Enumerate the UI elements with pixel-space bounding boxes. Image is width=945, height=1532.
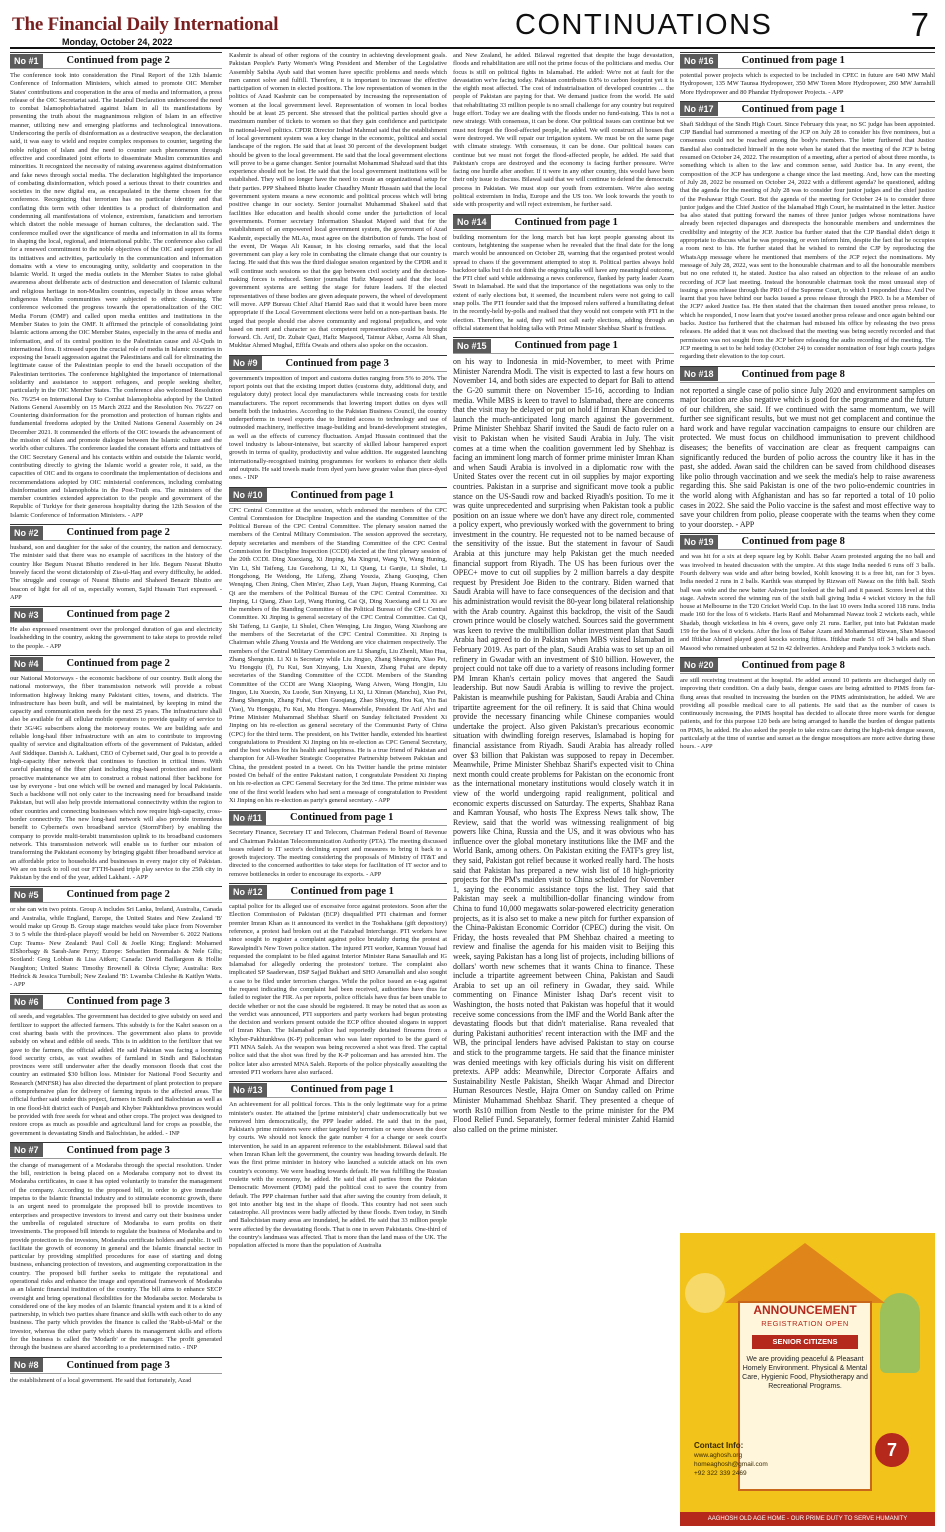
article-number: No #6 xyxy=(10,995,43,1009)
ad-phone: +92 322 339 2469 xyxy=(694,1470,747,1477)
ad-contact-label: Contact Info: xyxy=(694,1441,744,1450)
article-body: building momentum for the long march but has kept people guessing about its contours, heightening the suspense when he revealed that the final date for the long march would be announced on October 28, warning that the organised protest would spread to chaos if the government attempted to stop it. Political parties always hold backdoor talks but I do not think the ongoing talks will have any meaningful outcome, the PTI chief said while addressing a news conference, flanked by party leader Azam Swati in Islamabad. He said that the importance of the negotiations was only to the extent of early elections but, it seemed, the incumbent rulers were not going to call snap polls. The PTI founder said that the imposed rulers suffered a humiliating defeat in the recently-held by-polls and realised that they would not compete with PTI in the election. Therefore, he said, they will not call early elections, adding through an official statement that holding talks with Prime Minister Shehbaz Sharif is fruitless. xyxy=(453,233,674,332)
article-body: Kashmir is ahead of other regions of the country in achieving development goals. Pakistan People's Party Women's Wing President and Member of the Legislative Assembly Sabiha Ayub said that women have specific problems and needs which men cannot solve and fulfill. Therefore, it is important to increase the effective participation of women in elected positions. The low representation of women in the politics of Azad Kashmir can be compensated by increasing the representation of women at the local government level. Representation of women in local bodies should be at least 25 percent. She stressed that the political parties should give a maximum number of tickets to women so that they gain confidence and participate in national-level politics. CPDR Director Irshad Mahmud said that the establishment of local government system was a key change in the economic, political and social landscape of the region. He said that at least 30 percent of the development budget should be given to the local government. He said that the local government elections will prove to be a game changer. Senior journalist Mohammad Shahzad said that this experience should not be lost. He said that the local government institutions will be established. They will no longer have the need to create an organizational setup for their parties. PPP Shaheed Bhutto leader Chaudhry Munir Hussain said that the local government system means a new economic and political process which will bring positive change in our society. Senior journalist Muhammad Shakeel said that facilities like education and health should come under the jurisdiction of local governments. Former secretary Information Shaukat Majeed said that for the establishment of an empowered local government system, the government of Azad Kashmir, especially the MLAs, must agree on the distribution of funds. The host of the event, Dr Waqas Ali Kausar, in his closing remarks, said that the local government can play a key role in combating the climate change that our country is facing. He said that this was the third dialogue session organized by the CPDR and it will continue such sessions so that the gap between civil society and the decision-making forces is reduced. Senior journalist Hafiz Maqsood said that the local government systems are setting the stage for future leaders. If the elected representatives of these bodies are given adequate powers, the wheel of development will move. APP Bureau Chief Altaf Hamid Rao said that it would have been more appropriate if the Local Government elections were held on a non-partisan basis. He urged that people should rise above community and regional prejudices, and vote based on merit and character so that competent representatives could be brought forward. Ch. Arif, Dr. Zubair Qazi, Hafiz Maqsood, Taimur Akbar, Asma Ali Shan, Mukhtar Ahmed Mughal, Effifa Owais and others also spoke on the occasion. xyxy=(229,52,447,350)
article-body: An achievement for all political forces. This is the only legitimate way for a prime minister's ouster. He attained the [prime minister's] chair undemocratically but we removed him democratically, the PPP leader added. He said that in the past, Pakistan's prime ministers were either targeted by terrorism or were shown the door by courts. We should not knock the gate number 4 for a change or seek court's intervention, he said in an apparent reference to the establishment. Bilawal said that when Imran Khan left the government, the country was heading towards default. He was the first prime minister in history who launched a suicide attack on his own country's economy. We were heading towards default. He was fulfilling the Russian roulette with the economy, he added. He said that all parties from the Pakistan Democratic Movement (PDM) paid the political cost to save the country from default. The PPP chairman further said that after saving the country from default, it got into another big test in the shape of floods. This country had not seen such catastrophe. All provinces were badly affected by these floods. Even today, in Sindh and Balochistan many areas are inundated, he added. He said that 33 million people were affected by the devastating floods. That is one in seven Pakistanis. One-third of the country's landmass was affected. That is more than the land mass of the UK. The population affected is more than the population of Australia xyxy=(229,1101,447,1250)
continued-from-label: Continued from page 1 xyxy=(514,340,618,352)
continued-from-label: Continued from page 1 xyxy=(290,1084,394,1096)
continued-from-label: Continued from page 8 xyxy=(741,536,845,548)
continued-from-label: Continued from page 2 xyxy=(66,658,170,669)
article-number: No #18 xyxy=(680,367,718,381)
issue-date: Monday, October 24, 2022 xyxy=(62,37,173,47)
tree-graphic xyxy=(880,1293,920,1373)
article-body: He also expressed resentment over the prolonged duration of gas and electricity loadshedding in the country, asking the government to take steps to provide relief to the people. - APP xyxy=(10,626,222,650)
article xyxy=(10,1142,222,1353)
column-2 xyxy=(229,52,447,1526)
continued-from-label: Continued from page 8 xyxy=(741,659,845,671)
article xyxy=(10,52,222,520)
article xyxy=(680,657,935,752)
article xyxy=(680,533,935,653)
continued-from-label: Continued from page 3 xyxy=(66,1144,170,1156)
article-header xyxy=(680,52,935,69)
article-body: the change of management of a Modaraba through the special resolution. Under the bill, restriction is being placed on a Modaraba company not to divest its Modaraba certificates, in case it has opted voluntarily to transfer the management of the company. According to the proposed bill, in order to give immediate impetus to the Islamic financial industry and to stimulate economic growth, there is an urgent need to promulgate the proposed bill to provide incentives to enterprises and prospective investors to invest and carry out their business under the umbrella of regulated structure of Modaraba to earn profits on their investments. The proposed bill intends to regulate the business of Modaraba and to provide protection to the investors, Modaraba certificate holders and public. It will facilitate the growth of economy in general and the Islamic financial sector in particular by providing simplified procedures for ease of starting and doing business, enhancing protection of investors, and augmenting corporatization in the country. The proposed bill further seeks to mitigate the reputational and operational risks and enhance the image and operational framework of Modaraba as an Islamic financial institution of the country. The bill aims to enhance SECP oversight and bring operational flexibilities for the Modaraba sector. Modaraba is considered one of the key modes of an Islamic financial system and it is a kind of partnership, in which two parties share finance and skills with each other to do any business. The party which provides the finance is called the 'Rabb-ul-Mal' or the investor, whereas the other party which shares its management skills and efforts for the business is called the 'Modarib' or the manager. The profit generated through the business are shared according to a predetermined ratio. - INP xyxy=(10,1161,222,1352)
article xyxy=(453,52,674,210)
article-number: No #8 xyxy=(10,1358,43,1372)
column-1 xyxy=(10,52,222,1526)
article-header xyxy=(10,886,222,903)
ad-contact xyxy=(694,1441,804,1478)
continued-from-label: Continued from page 2 xyxy=(66,889,170,901)
masthead-rule xyxy=(10,47,935,49)
article-body: our National Motorways - the economic backbone of our country. Built along the national motorways, the fiber transmission network will provide a robust information highway linking many Pakistani cities, towns, and districts. The infrastructure has been built, and will be maintained, by keeping in mind the capacity and communication needs for the next 25 years. The infrastructure shall also be available for all cellular mobile operators to provide quality of service to their 3G/4G subscribers along the motorway routes. We are building safe and reliable long-haul fiber infrastructure with an aim to contribute to improving quality of service and digitalization efforts of the government of Pakistan, added Asif Siddique. Danish A. Lakhani, CEO of Cybernet said, Our goal is to provide a high-capacity fiber network that continues to function in critical times. With careful planning of the fiber plant including ring-based protection and resilient proactive maintenance we aim to construct a robust national fiber backbone for use by everyone - but one which will be owned and managed by local Pakistanis. Such a backbone will not only cater to the increasing need for broadband inside Pakistan, but will also help provide international connectivity within the region to other countries and connecting businesses which now require high-capacity, cross-border connectivity. The new long-haul network will also provide tremendous benefit to Cybernet's own broadband service (StormFiber) by enabling the company to provide multi-terabit transmission uplink to its broadband customers network. This transmission network will enable us to further our mission of transforming the Pakistani economy by bringing gigabit fiber broadband service at an affordable price to households and businesses in every major city of Pakistan. We are on track to roll out our FTTH-based triple play service to the 25th city in Pakistan by the end of the year, added Lakhani. - APP xyxy=(10,675,222,882)
article-body: or she can win two points. Group A includes Sri Lanka, Ireland, Australia, Canada and Australia, while England, Europe, the United States and New Zealand 'B' would make up Group B. Group stage matches would take place from November 3 to 5 while the third-place playoff would be held on November 6. 2022 Nations Cup: Teams- New Zealand: Paul Coll & Joelle King; England: Mohamed ElShorbagy & Sarah-Jane Perry; Europe: Sebastien Bonmalais & Nele Gilis; Scotland: Greg Lobban & Lisa Aitken; Canada: David Baillargeon & Hollie Naughton; United States: Timothy Brownell & Olivia Clyne; Australia: Rex Hedrick & Jessica Turnbull; New Zealand 'B': Lwamba Chileshe & Kaitlyn Watts. - APP xyxy=(10,906,222,989)
article-body: oil seeds, and vegetables. The government has decided to give subsidy on seed and fertilizer to support the affected farmers. This subsidy is for the Kahri season on a cost sharing basis with the provinces. The government also plans to provide subsidy on wheat and edible oil seeds. This is in addition to the fertilizer that we gave to the farmers, the official added. He said Pakistan was facing a looming food security crisis, as vast swathes of farmland in Sindh and Balochistan provinces were still underwater after the deadly monsoon floods that cost the country an estimated $30 billion loss. Minister for National Food Security and Research (MNFSR) has also directed the department of plant protection to prepare a comprehensive plan for delivery of farming inputs to the affected areas. The official further said under this project, farmers in Sindh and Balochistan as well as in one flood-hit district each of Punjab and Khyber Pakhtunkhwa provinces would be provided with free seeds for wheat and other crops. The project was designed to restore crops as much as possible and agricultural land for crops as possible, the government is devastating Sindh and Balochistan, he added. - INP xyxy=(10,1013,222,1137)
masthead xyxy=(10,6,935,46)
article-header xyxy=(680,366,935,383)
article-header xyxy=(229,883,447,900)
ad-footer: AAGHOSH OLD AGE HOME - OUR PRIME DUTY TO SERVE HUMANITY xyxy=(680,1512,935,1526)
article-body: capital police for its alleged use of excessive force against protestors. Soon after the Election Commission of Pakistan (ECP) disqualified PTI chairman and former premier Imran Khan as it announced its verdict in the Toshakhana (gift depository) reference, a protest had broken out at the Faizabad Interchange. PTI workers have since sought to register a complaint against police brutality during the protest at Rawalpindi's New Town police station. The injured PTI worker, Kamran Yousaf had requested the complaint to be filed against Interior Minister Rana Sanaullah and IG Islamabad for allegedly ordering the protestors' torture. The complaint also implicated SP Saaderwan, DSP Sajjad Bukhari and SHO Amanullah and also sought a case to be filed under terrorism charges. While the police issued an e-tag against the request indicating the complaint had been received, authorities have thus far failed to register the FIR. As per reports, police officials have thus far been unable to decide whether or not the case should be registered. It may be noted that as soon as the verdict was announced, PTI supporters and party workers had begun protesting the decision and workers present outside the ECP office shouted slogans in support of Imran Khan. The Islamabad police had reportedly detained firearms from a Khyber-Pakhtunkhwa (K-P) policeman who was later reported to be the guard of PTI MNA Saleh. As the weapon was being recovered a shot was fired. The capital police said that the shot was fired by the K-P policeman and has arrested him. The police later also arrested MNA Saleh. Reports of the police physically assaulting the arrested PTI workers have also surfaced. xyxy=(229,903,447,1076)
continued-from-label: Continued from page 2 xyxy=(66,55,170,66)
ad-badge: SENIOR CITIZENS xyxy=(752,1335,858,1349)
article-header xyxy=(229,809,447,826)
article-body: CPC Central Committee at the session, which endorsed the members of the CPC Central Commission for Discipline Inspection and the standing Committee of the Political Bureau of the CPC Central Committee. The plenary session named the members of the Central Military Commission. The session approved the secretary, deputy secretaries and members of the Standing Committee of the CPC Central Commission for Discipline Inspection (CCDI) elected at the first plenary session of the 20th CCDI. Ding Xuexiang, Xi Jinping, Ma Xingrui, Wang Yi, Wang Huning, Yin Li, Shi Taifeng, Liu Guozhong, Li Xi, Li Qiang, Li Ganjie, Li Shulei, Li Hongzhong, He Weidong, He Lifeng, Zhang Youxia, Zhang Guoqing, Chen Wenqing, Chen Jining, Chen Min'er, Zhao Leji, Yuan Jiajun, Huang Kunming, Cai Qi are the members of the Political Bureau of the CPC Central Committee. Xi Jinping, Li Qiang, Zhao Leji, Wang Huning, Cai Qi, Ding Xuexiang and Li Xi are the members of the Standing Committee of the Political Bureau of the CPC Central Committee. Xi Jinping is general secretary of the CPC Central Committee. Cai Qi, Shi Taifeng, Li Ganjie, Li Shulei, Chen Wenqing, Liu Jinguo, Wang Xiaohong are the members of the Secretariat of the CPC Central Committee. Xi Jinping is Chairman while Zhang Youxia and He Weidong are vice chairmen respectively. The members of the Central Military Commission are Li Shangfu, Liu Zhenli, Miao Hua, Zhang Shengmin. Li Xi is Secretary while Liu Jinguo, Zhang Shengmin, Xiao Pei, Yu Hongqiu (f), Fu Kui, Sun Xinyang, Liu Xuexin, Zhang Fuhai are deputy secretaries of the Standing Committee of the CCDI. Members of the Standing Committee of the CCDI are Wang Xiaoping, Wang Aiwen, Wang Hongjin, Liu Jinguo, Liu Xuexin, Xu Luode, Sun Xinyang, Li Xi, Li Xinran (Manchu), Xiao Pei, Zhang Shengmin, Zhang Fuhai, Chen Guoqiang, Zhao Shiyong, Hou Kai, Yin Bai (Yao), Yu Hongqiu, Fu Kui, Mu Hongyu. Meanwhile, President Dr Arif Alvi and Prime Minister Muhammad Shehbaz Sharif on Sunday felicitated President Xi Jinping on his re-election as general secretary of the Communist Party of China (CPC) for the third term. The president, on his Twitter handle, extended his heartiest congratulations to President Xi Jinping on his re-election as CPC General Secretary, and the best wishes for his health and happiness. He is a true friend of Pakistan and champion for All-Weather Strategic Cooperative Partnership between Pakistan and China, the president posted in a tweet. On his Twitter handle the prime minister posted On behalf of the entire Pakistani nation, I congratulate President Xi Jinping on his re-election as CPC General Secretary for the 3rd time. The prime minister was one of the first world leaders who had sent a message of congratulation to President Xi Jinping on his re-election as party's general secretary. - APP xyxy=(229,506,447,804)
article-header xyxy=(10,1142,222,1159)
article-header xyxy=(10,606,222,623)
article-header xyxy=(10,655,222,672)
article xyxy=(10,886,222,989)
article xyxy=(229,883,447,1077)
continued-from-label: Continued from page 2 xyxy=(66,527,170,539)
article xyxy=(10,524,222,602)
article-body: potential power projects which is expected to be included in CPEC in future are 640 MW Mahl Hydropower, 135 MW Taunsa Hydropower, 350 MW Toren More Hydropower, 260 MW Jamshill More Hydropower and 80 Phandar Hydropower Projects. - APP xyxy=(680,72,935,96)
article xyxy=(10,1357,222,1385)
article-number: No #4 xyxy=(10,657,43,671)
article-header xyxy=(229,487,447,504)
article-number: No #3 xyxy=(10,608,43,622)
article-body: husband, son and daughter for the sake of the country, the nation and democracy. The minister said that there was no example of sacrifices in the history of the country like Begum Nusrat Bhutto rendered in her life. Begum Nusrat Bhutto bravely faced the worst dictatorship of Zia-ul-Haq and every difficulty, he added. The struggle and courage of Nusrat Bhutto and Shaheed Benazir Bhutto are beacon of light for all of us, especially women, Sajid Hussain Turi expressed. - APP xyxy=(10,544,222,601)
article xyxy=(229,809,447,879)
column-3 xyxy=(453,52,674,1526)
continued-from-label: Continued from page 1 xyxy=(290,812,394,824)
article xyxy=(229,487,447,806)
continued-from-label: Continued from page 3 xyxy=(66,1359,170,1371)
continued-from-label: Continued from page 1 xyxy=(741,55,845,66)
article-number: No #19 xyxy=(680,535,718,549)
continued-from-label: Continued from page 3 xyxy=(285,357,389,369)
article-number: No #10 xyxy=(229,488,267,502)
article-body: on his way to Indonesia in mid-November, to meet with Prime Minister Narendra Modi. The visit is expected to last a few hours on November 14, and both sides are expected to depart for Bali to attend the G-20 summit there on November 15-16, according to Indian media. While MBS is keen to travel to Islamabad, there are concerns that the visit may be delayed or put on hold if Imran Khan decided to launch the much-anticipated long march against the government. Prime Minister Shehbaz Sharif invited the Saudi de facto ruler on a visit to Pakistan when he visited Saudi Arabia in July. The visit comes at a time when the coalition government led by Shehbaz is facing an imminent long march of former prime minister Imran Khan and when Saudi Arabia is involved in a diplomatic row with the United States over the recent cut in oil supplies by major exporting countries. Pakistan in a surprise and significant move took a public stance on the US-Saudi row and backed Riyadh's position. To me it was quite unprecedented and surprising when Pakistan took a public position on an issue where we don't have any direct role, commented a policy expert, who previously worked with the government to bring investment in the country. He requested not to be named because of the sensitivity of the issue. But the statement in favour of Saudi Arabia at this juncture may help Pakistan get the much needed financial support from Riyadh. The US has been furious over the OPEC+ move to cut oil supplies by 2 million barrels a day despite request by President Joe Biden to the contrary. Biden warned that Saudi Arabia will have to face consequences of the decision and that his administration would revisit the 80-year long bilateral relationship with the Arab country. Against this backdrop, the visit of the Saudi crown prince would be closely watched. Sources said the government was keen to revive the multibillion dollar investment plan that Saudi Arabia had agreed to do in Pakistan when MBS visited Islamabad in February 2019. As part of the plan, Saudi Arabia was to set up an oil refinery in Gwadar with an investment of $10 billion. However, the project could not take off due to a variety of reasons including former PM Imran Khan's certain policy moves that angered the Saudi leadership. But now Saudi Arabia is willing to revive the project. Pakistan is meanwhile pushing for Pakistan, Saudi Arabia and China tripartite agreement for the oil refinery. It is said that China would provide the necessary financing while Chinese companies would undertake the project. Also given Pakistan's precarious economic situation with dwindling foreign reserves, Islamabad is hoping for financial assistance from Riyadh. Saudi Arabia has already rolled over $3 billion that Pakistan was supposed to repay in December. Meanwhile, Prime Minister Shehbaz Sharif's expected visit to China next month could create problems for Pakistan on the economic front as the international monetary institutions would closely watch it in view of the world undergoing rapid realignment, political and economic experts discussed on Saturday. The experts, Shahbaz Rana and Kamran Yousaf, who hosts The Express News talk show, The Review, said that the world was witnessing realignment of big powers like China, Russia and the US, and it was obvious who has influence over the global monetary institutions like the IMF and the World Bank, among others. On Pakistan exiting the FATF's grey list, they said, Pakistan got relief because it worked really hard. The hosts said that Pakistan has prepared a new wish list of 18 high-priority projects for the PM's maiden visit to China scheduled for November 1, saying the economic assistance tops the list. They said that Pakistan may seek a multibillion-dollar financing window from China to fund 10,000 megawatts solar-powered electricity generation projects, as it is also set to make a new pitch for further expansion of the China-Pakistan Economic Corridor (CPEC) during the visit. On Friday, the hosts revealed that PM Shehbaz chaired a meeting to review and finalise the agenda for his maiden visit to Beijing this week, saying Pakistan has a long list of projects, including billions of dollars' worth new schemes that it wants China to finance. These include a tripartite agreement between China, Pakistan and Saudi Arabia to set up an oil refinery in Gwadar, they said. While commenting on Finance Minister Ishaq Dar's recent visit to Washington, the hosts noted that Pakistan was hopeful that it would receive some concessions from the IMF and the World Bank after the devastating floods but that didn't materialise. Rana revealed that during Pakistani authorities' recent interaction with the IMF and the WB, the principal lenders have advised Pakistan to stay on course and stick to the programme targets. He said that the finance minister was denied meetings with key officials during his visit on different pretexts. APP adds: Meanwhile, Director Corporate Affairs and Sustainability Nestle Pakistan, Sheikh Waqar Ahmad and Director Human Resources Nestle, Hajra Omer on Sunday called on Prime Minister Muhammad Shehbaz Sharif. They presented a cheque of worth Rs10 million from Nestle to the prime minister for the PM Flood Relief Fund. Separately, former federal minister Zahid Hamid also called on the prime minister. xyxy=(453,357,674,1134)
article-number: No #5 xyxy=(10,888,43,902)
house-roof-graphic xyxy=(725,1243,885,1303)
article xyxy=(680,366,935,530)
article xyxy=(680,52,935,97)
continued-from-label: Continued from page 8 xyxy=(741,368,845,380)
article-header xyxy=(10,993,222,1010)
article-body: not reported a single case of polio since July 2020 and environment samples on major location are also negative which is good for the programme and the future of our children, she said. If we continued with the same momentum, we will further see significant results, but we must not get complacent and continue the hard work and have regular vaccination campaigns to ensure our children are protected. We must focus on childhood immunisation to prevent childhood diseases; the benefits of vaccination are clear as frequent campaigns can significantly reduced the burden of polio across the country like it has in the past, she added. Awan said the children can be saved from childhood diseases like polio through vaccination and we seek the media's help to raise awareness regarding this. She said Pakistan is one of the two polio-endemic countries in the world along with Afghanistan and has so far reported a total of 10 polio cases in 2022. She said the Polio vaccine is the safest and most effective way to save your children from polio, please cooperate with the teams when they come to your doorstep. - APP xyxy=(680,385,935,529)
article-body: government's imposition of import and customs duties ranging from 5% to 20%. The report points out that the existing import duties (customs duty, additional duty, and regulatory duty) protect local dye manufacturers while increasing costs for textile manufacturers. The report recommends that lowering import duties on dyes will benefit both the industries. According to the Pakistan Business Council, the country underperforms in towel exports due to limited access to technology and use of outmoded machinery, ineffective image-building and brand-development strategies, as well as the effects of currency fluctuation. Amjad Hussain continued that the towel industry is labour-intensive, but scarcity of skilled labour hampered export growth in terms of quality, productivity and value addition. He suggested launching internationally-recognised training programmes for workers to enhance their skills and outputs. He said towels made from dyed yarn have greater value than piece-dyed ones. - INP xyxy=(229,374,447,482)
article-body: Shafi Siddiqui of the Sindh High Court. Since February this year, no SC judge has been appointed. CJP Bandial had summoned a meeting of the JCP on July 28 to consider his five nominees, but a consensus could not be reached among the body's members. The letter furthered that Justice Bandial also contradicted himself in the note when he stated that the meeting of the JCP is being resumed on October 24, 2022. The resumption of a meeting, after a period of about three months, is something which is alien to the law and common sense, said Justice Isa. In any event, the composition of the JCP has undergone a change since the last meeting. And, how can the meeting of July 28, 2022 be resumed on October 24, 2022 with a different agenda? he questioned, adding that the agenda for the meeting of July 28 was to consider four junior judges and the chief justice of the Peshawar High Court. But the agenda of the meeting for October 24 is to consider three junior judges and the Chief Justice of the Islamabad High Court, he maintained in the letter. Justice Isa also stated that putting forward the names of three junior judges whose nominations have already been rejected disparages and disrespects the honourable members and undermines the credibility and integrity of the JCP. Justice Isa further stated that the CJP Bandial didn't deign it appropriate to discuss what he was proposing, or even inform him, despite the fact that he occupies a room next to his. He further stated that he wished to remind the CJP by reproducing the WhatsApp message where he mentioned that members of the JCP reject the nominations. My message of July 28, 2022, was sent to the honourable chairman and to all the honourable members but no one refuted it, he stated. Justice Isa also raised an objection to the release of an audio recording of JCP last meeting. Instead the honourable chairman took the most unusual step of issuing a press release through the PRO of the Supreme Court, to which I responded thus: And I've learnt that you have behind our backs issued a press release through the PRO. Is he a Member of the JCP? asked Justice Isa. He then stated that the chairman then issued another press release, to which he responded, I now learn that you've issued another press release and once again behind our backs. Justice Isa furthered that the chairman had misused his office by releasing the two press releases. He added that it was not disclosed that the meeting was being secretly recorded and that permission was not sought from the JCP before releasing the audio recording of the meeting. The JCP meeting is set to be held today (October 24) to consider nomination of four high courts judges regarding their elevation to the top court. xyxy=(680,120,935,361)
article xyxy=(453,214,674,334)
article-number: No #14 xyxy=(453,215,491,229)
section-title: CONTINUATIONS xyxy=(515,9,773,41)
article-header xyxy=(10,524,222,541)
continued-from-label: Continued from page 1 xyxy=(290,886,394,898)
article-number: No #16 xyxy=(680,54,718,68)
article-number: No #9 xyxy=(229,356,262,370)
article-number: No #11 xyxy=(229,811,266,825)
article-body: The conference took into consideration the Final Report of the 12th Islamic Conference of Information Ministers, which aimed to promote OIC Member States' contributions and cooperation in the area of media and information, a press release of the OIC Secretariat said. The Istanbul Declaration underscored the need to combat Islamophobia/hatred against Islam in all its manifestations by presenting the truth about the magnanimous religion of Islam in an effective manner, utilizing new and emerging platforms and technological innovations. Underscoring the perils of disinformation as a destructive weapon, the declaration said, it was easy to wield and require complex responses to counter, targeting the noble religion of Islam and the need to counter such phenomenon through effective and coordinated joint efforts to disseminate Muslim communities and minorities. It recognized the necessity of raising awareness against disinformation and fake news through social media. The declaration highlighted the importance of combating disinformation, which posed a serious threat to their countries and societies in the new digital era, as encapsulated in the theme chosen for the conference. Recognizing that terrorism has no particular identity and that conflating this term with other identities is a product of disinformation and condemning all manifestations of violence, extremism, fanaticism and terrorism which distort the noble message of human cultures, the declaration said. The conference mulled over the significance of media and information in all its forms in shaping the local, regional, and international public. The conference also called for a renewed commitment to the noble objectives of the OIC and support for all its initiatives and activities, particularly in the communication and information domains with a view to encouraging unity, solidarity and cooperation in the Islamic World. It urged the media outlets in the Member States to raise global awareness about deliberate acts of destruction and desecration of Islamic cultural and religious heritage in non-Muslim countries, especially in those areas where indigenous Muslim communities were subjected to ethnic cleansing. The conference welcomed the progress towards the operationalization of the OIC Media Forum (OMF) and called upon media entities and institutions in the Member States to join the OMF. It affirmed the principle of consolidating joint Islamic actions among the OIC Member States, especially in the area of media and information, and of its central position to the Palestinian cause and Al-Quds in international fora. It stressed upon the crucial role of media in Islamic countries in exposing the Israeli aggression against the Palestinians and call for eliminating the legitimate cause of the Palestinian people to end the Israeli occupation of the Palestinian territories. The conference highlighted the importance of international solidarity and assistance to support refugees, and people seeking shelter, particularly in the OIC Member States. The conference also welcomed Resolution No. 76/254 on International Day to Combat Islamophobia adopted by the United Nations General Assembly on 15 March 2022 and the Resolution No. 76/227 on Countering disinformation for the promotion and protection of human rights and fundamental freedoms adopted by the United Nations General Assembly on 24 December 2021. It commended the efforts of the OIC towards the advancement of the mission of Islam and promote dialogue between the Islamic culture and the world's other cultures. The conference lauded the constant efforts and initiatives of the OIC Secretary General and his contacts within and outside the Islamic world, contributing directly to giving the Islamic world a greater role, it said, as the capacities of OIC and its organs to coordinate the implementation of decisions and recommendations adopted by OIC ministerial conferences, including combating disinformation and Islamophobia in the Post-Truth era. The ministers of the member countries extended appreciation to the people and government of the Republic of Turkiye for their generous hospitality during the 12th Session of the Islamic Conference of Information Ministers. - APP xyxy=(10,72,222,519)
article-header xyxy=(229,355,447,372)
article-number: No #12 xyxy=(229,885,267,899)
article xyxy=(680,101,935,362)
continued-from-label: Continued from page 1 xyxy=(514,216,618,228)
article xyxy=(10,655,222,882)
article xyxy=(453,337,674,1134)
page-number: 7 xyxy=(910,6,929,43)
article-number: No #20 xyxy=(680,658,718,672)
continued-from-label: Continued from page 2 xyxy=(66,609,170,621)
ad-website[interactable]: www.aghosh.org xyxy=(694,1452,743,1459)
article-header xyxy=(229,1081,447,1098)
article xyxy=(229,355,447,483)
article xyxy=(229,1081,447,1250)
article-header xyxy=(680,657,935,674)
continued-from-label: Continued from page 1 xyxy=(290,489,394,501)
ad-headline: ANNOUNCEMENT xyxy=(753,1303,857,1317)
article-body: and was hit for a six at deep square leg by Kohli. Babar Azam protested arguing the no ball and was involved in heated discussion with the umpire. At this stage India needed 6 runs off 3 balls. Fourth delivery was wide and after being bowled, Kohli knowing it is a free hit, ran for 3 byes. India needed 2 runs in 2 balls. Karthik was stumped by Rizwan off Nawaz on the fifth ball. Sixth ball was wide and the new batter Ashwin just looked at the ball and it passed. Scores level at this stage. Ashwin scored the winning run of the sixth ball giving India 4 wicket victory in the full house at Melbourne in the T20 Cricket World Cup. In the last 10 overs India scored 118 runs. India made 160 for the loss of 6 wickets. Haris Rauf and Mohammad Nawaz took 2 wickets each, while Shadab, though wicketless in his 4 overs, gave only 21 runs. Earlier, put into bat Pakistan made 159 for the loss of 8 wickets. After the loss of Babar Azam and Mohammad Rizwan, Shan Masood and Iftikhar Ahmed played good knocks scoring fifties. Iftikhar made 51 off 34 balls and Shan Masood who remained unbeaten at 52 in 42 deliveries. Arshdeep and Pandya took 3 wickets each. xyxy=(680,553,935,652)
article-header xyxy=(680,533,935,550)
ad-number-badge: 7 xyxy=(875,1433,909,1467)
article-body: the establishment of a local government. He said that fortunately, Azad xyxy=(10,1376,192,1384)
article-number: No #1 xyxy=(10,54,43,68)
article-number: No #2 xyxy=(10,526,43,540)
article-header xyxy=(453,337,674,354)
article xyxy=(229,52,447,351)
article-number: No #13 xyxy=(229,1083,267,1097)
article-header xyxy=(10,52,222,69)
continued-from-label: Continued from page 1 xyxy=(741,103,845,115)
article-header xyxy=(453,214,674,231)
article-number: No #7 xyxy=(10,1143,43,1157)
ad-subhead: REGISTRATION OPEN xyxy=(761,1319,849,1328)
ad-offer-text: We are providing peaceful & Pleasant Homely Environment. Physical & Mental Care, Hygienic Food, Physiotherapy and Recreational Programs. xyxy=(742,1356,868,1390)
article-number: No #17 xyxy=(680,102,718,116)
article-body: Secretary Finance, Secretary IT and Telecom, Chairman Federal Board of Revenue and Chairman Pakistan Telecommunication Authority (PTA). The meeting discussed issues related to IT sector's declining export and measures to bring it back to a growth trajectory. The meeting considering the proposals of Ministry of IT&T and directed to the concerned authorities to take steps for facilitation of IT sector and to remove bottlenecks in order to encourage its exports. - APP xyxy=(229,829,447,878)
article xyxy=(10,993,222,1137)
continued-from-label: Continued from page 3 xyxy=(66,996,170,1008)
article-body: are still receiving treatment at the hospital. He added around 10 patients are discharged daily on improving their condition. On a daily basis, dengue cases are being admitted to PIMS from far-flung areas that resulted in increasing the burden on the PIMS administration, he added. We are providing all possible medical care to all patients. He said that as the number of cases is continuously increasing, the PIMS hospital has decided to allocate three more wards for dengue patients, and for this purpose 120 beds are being arranged to handle the burden of dengue patients on PIMS, he added. He also asked the people to take extra care during the high-risk dengue season, particularly at the time of sunrise and sunset as the dengue mosquitoes are more active during these hours. - APP xyxy=(680,676,935,751)
article xyxy=(10,606,222,651)
article-body: and New Zealand, he added. Bilawal regretted that despite the huge devastation, floods and rehabilitation are still not the prime focus of the politicians and media. Our focus is still on political fights in Islamabad. He added: We're not at fault for the devastation we're facing today. Pakistan contributes 0.8% to carbon footprint yet it is the eighth most affected. The cost of industrialisation of developed countries ... the people of Pakistan are paying for that. We demand justice from the world. He said that rehabilitating 33 million people is no small challenge for any country but required huge effort. Today we are dealing with the floods under no fund-raising. This is not a new strategy. With consensus, it can be done. Our political issues can continue but we must not forget the flood-affected people, he added. We will construct all houses that were destroyed. We will repair our irrigation system. We must be on the same page with climate strategy. With consensus, it can be done. Our political issues can continue but we must not forget the flood-affected people, he added. He said that Pakistan's crops are destroyed and the economy is facing further pressure. We're facing one hurdle after another. If it were in any other country, this would have been their only issue to discuss. Bilawal said that we will continue to defend the democratic process in Pakistan. We must stop our youth from extremism. We're also seeing political extremism in India, Europe and the US too. We look towards the youth to side with prosperity and will reject extremism, he further said. xyxy=(453,52,674,209)
paper-title: The Financial Daily International xyxy=(12,14,279,35)
ad-email[interactable]: homeaghosh@gmail.com xyxy=(694,1461,768,1468)
sun-graphic xyxy=(685,1273,725,1313)
advertisement[interactable] xyxy=(680,1233,935,1526)
article-header xyxy=(680,101,935,118)
article-number: No #15 xyxy=(453,339,491,353)
article-header xyxy=(10,1357,222,1374)
